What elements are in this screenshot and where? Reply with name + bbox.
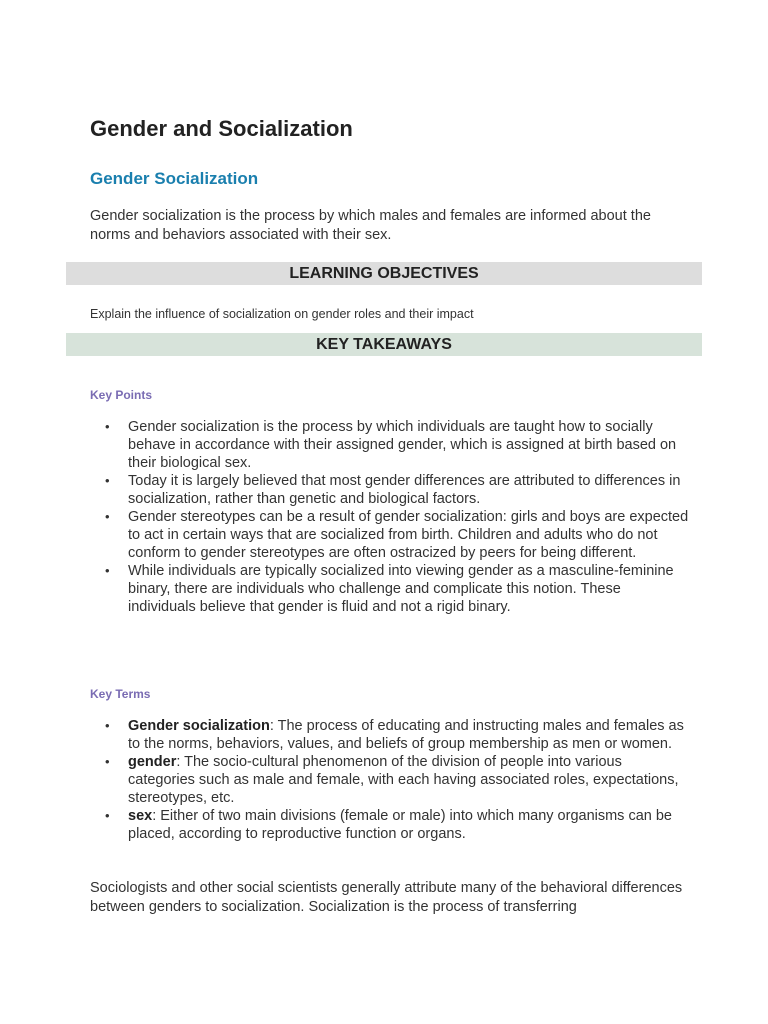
list-item: • While individuals are typically socialized into viewing gender as a masculine-feminine binary, there are individuals who challenge and complicate this notion. These individuals believe that gender is fluid and not a rigid binary. [128,562,690,616]
key-term-item [128,807,690,843]
list-item: • Gender stereotypes can be a result of gender socialization: girls and boys are expected to act in certain ways that are socialized from birth. Children and adults who do not conform to gender stereotypes are often ostracized by peers for being different. [128,508,690,562]
key-term-item [128,753,690,807]
list-item: • Gender socialization is the process by which individuals are taught how to socially behave in accordance with their assigned gender, which is assigned at birth based on their biological sex. [128,418,690,472]
term-name: sex [128,808,153,824]
key-takeaways-heading: KEY TAKEAWAYS [66,333,702,356]
term-definition: : Either of two main divisions (female or male) into which many organisms can be placed, according to reproductive function or organs. [128,808,673,842]
term-name: Gender socialization [128,718,270,734]
learning-objectives-heading: LEARNING OBJECTIVES [66,262,702,285]
closing-paragraph: Sociologists and other social scientists generally attribute many of the behavioral differences between genders to socialization. Socialization is the process of transferring [90,880,683,915]
term-definition: : The process of educating and instructing males and females as to the norms, behaviors, values, and beliefs of group membership as men or women. [128,718,684,752]
intro-paragraph: Gender socialization is the process by which males and females are informed about the norms and behaviors associated with their sex. [90,208,651,243]
key-points-list [90,418,690,616]
term-name: gender [128,754,177,770]
key-term-item [128,717,690,753]
key-points-label: Key Points [90,388,153,402]
list-item: • Today it is largely believed that most gender differences are attributed to differences in socialization, rather than genetic and biological factors. [128,472,690,508]
section-subtitle: Gender Socialization [90,169,259,188]
page-title: Gender and Socialization [90,116,353,141]
key-terms-list [90,717,690,843]
key-terms-label: Key Terms [90,687,151,701]
learning-objective-text: Explain the influence of socialization on gender roles and their impact [90,307,474,321]
term-definition: : The socio-cultural phenomenon of the division of people into various categories such as male and female, with each having associated roles, expectations, stereotypes, etc. [128,754,679,806]
